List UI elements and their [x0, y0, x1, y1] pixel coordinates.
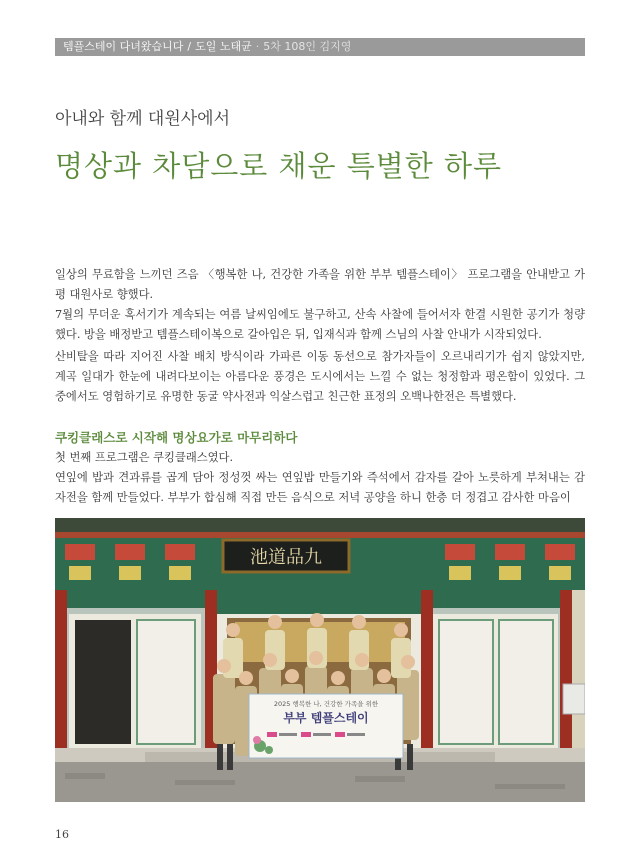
article-title: 명상과 차담으로 채운 특별한 하루 — [55, 149, 503, 183]
section-subheading: 쿠킹클래스로 시작해 명상요가로 마무리하다 — [55, 430, 298, 445]
banner-subtitle: 2025 행복한 나, 건강한 가족을 위한 — [273, 700, 379, 708]
temple-signboard: 池道品九 — [250, 547, 322, 568]
body-paragraph: 7월의 무더운 혹서기가 계속되는 여름 날씨임에도 불구하고, 산속 사찰에 들어서자 한결 시원한 공기가 청량했다. 방을 배정받고 템플스테이복으로 갈아입은 뒤, 입재식과 함께 스님의 사찰 안내가 시작되었다. — [55, 308, 585, 341]
body-paragraph: 연잎에 밥과 견과류를 곱게 담아 정성껏 싸는 연잎밥 만들기와 즉석에서 감자를 갈아 노릇하게 부쳐내는 감자전을 함께 만들었다. 부부가 합심해 직접 만든 음식으로 저녁 공양을 하니 한층 더 정겹고 감사한 마음이 — [55, 471, 585, 504]
banner-title: 부부 템플스테이 — [283, 711, 369, 725]
page-number: 16 — [55, 828, 69, 841]
body-paragraph: 일상의 무료함을 느끼던 즈음 〈행복한 나, 건강한 가족을 위한 부부 템플스테이〉 프로그램을 안내받고 가평 대원사로 향했다. — [55, 268, 585, 301]
body-paragraph: 첫 번째 프로그램은 쿠킹클래스였다. — [55, 451, 234, 464]
section-name: 템플스테이 다녀왔습니다 — [63, 40, 184, 53]
article-kicker: 아내와 함께 대원사에서 — [55, 109, 231, 129]
author-name: 도일 노태균 — [195, 40, 252, 53]
body-paragraph: 산비탈을 따라 지어진 사찰 배치 방식이라 가파른 이동 동선으로 참가자들이 오르내리기가 쉽지 않았지만, 계곡 일대가 한눈에 내려다보이는 아름다운 풍경은 도시에서는 느낄 수 없는 청정함과 평온함이 있었다. 그 중에서도 영험하기로 유명한 동굴 약사전과 익살스럽고 친근한 표정의 오백나한전은 특별했다. — [55, 350, 585, 403]
section-header-bar: 템플스테이 다녀왔습니다 / 도일 노태균 · 5차 108인 김지영 — [55, 38, 585, 56]
edition-label: 5차 108인 김지영 — [263, 40, 352, 53]
group-photo — [55, 518, 585, 802]
